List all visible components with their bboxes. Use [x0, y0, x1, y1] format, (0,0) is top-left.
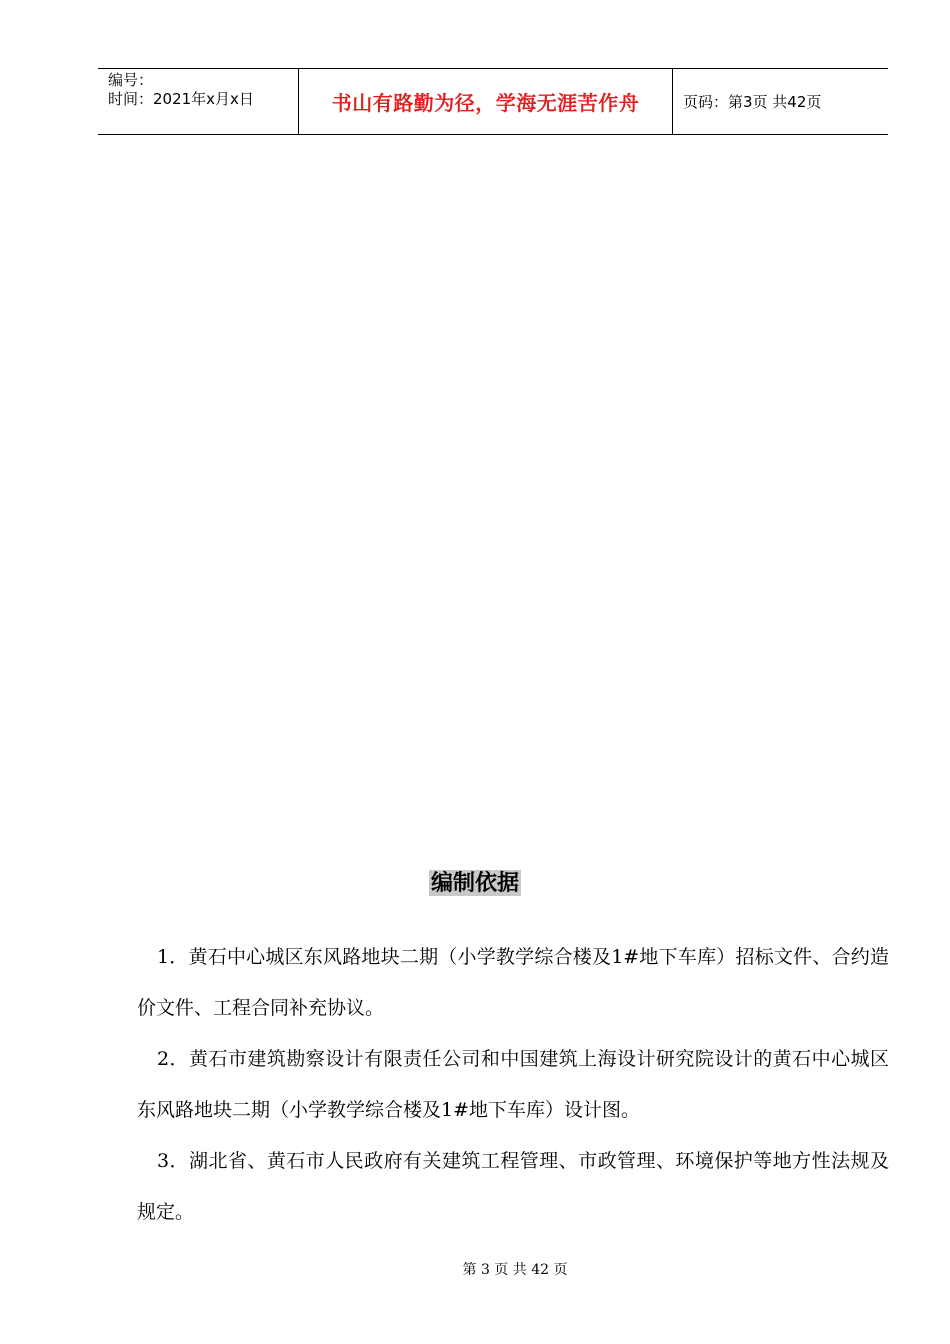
paragraph-3: 3．湖北省、黄石市人民政府有关建筑工程管理、市政管理、环境保护等地方性法规及规定。	[137, 1150, 889, 1223]
paragraph-1: 1．黄石中心城区东风路地块二期（小学教学综合楼及1#地下车库）招标文件、合约造价文件、工程合同补充协议。	[137, 946, 889, 1019]
document-number-label: 编号：	[108, 71, 154, 89]
section-title-text: 编制依据	[430, 870, 519, 896]
page-footer	[0, 1259, 950, 1279]
header-meta-cell	[98, 69, 299, 134]
page-header	[98, 68, 888, 135]
document-body	[137, 932, 889, 1238]
section-title	[0, 866, 950, 897]
header-motto-cell	[299, 69, 673, 134]
document-time-label: 时间：2021年x月x日	[108, 90, 254, 108]
header-page-info: 页码：第3页 共42页	[683, 93, 822, 111]
footer-page-number: 第 3 页 共 42 页	[462, 1262, 568, 1278]
header-motto: 书山有路勤为径，学海无涯苦作舟	[331, 91, 640, 115]
header-page-cell	[673, 69, 888, 134]
paragraph-2: 2．黄石市建筑勘察设计有限责任公司和中国建筑上海设计研究院设计的黄石中心城区东风路地块二期（小学教学综合楼及1#地下车库）设计图。	[137, 1048, 889, 1121]
